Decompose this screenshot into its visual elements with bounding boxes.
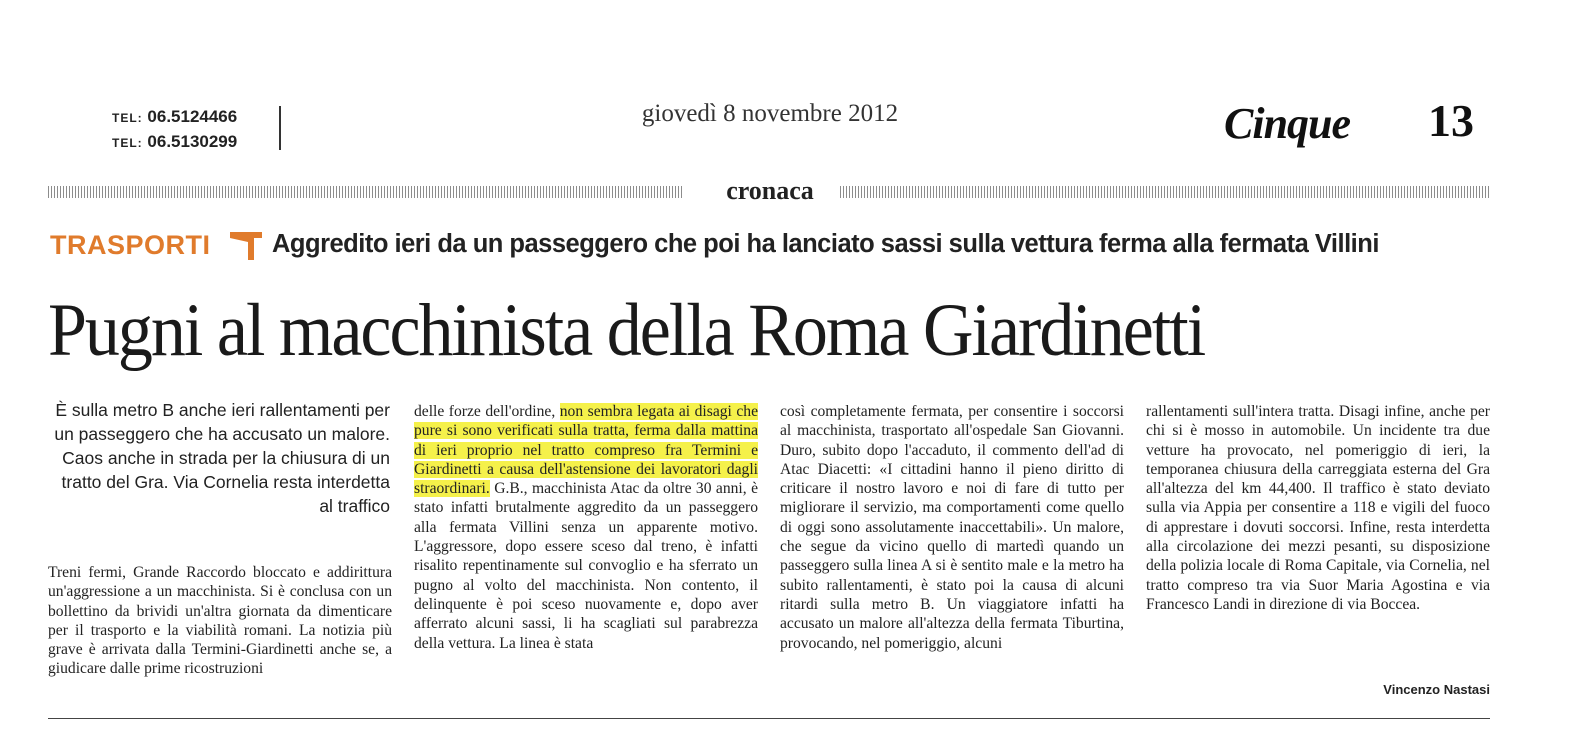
article-column-2 bbox=[414, 402, 758, 653]
phone-line-1: TEL: 06.5124466 bbox=[112, 107, 238, 126]
article-column-3: così completamente fermata, per consentire i soccorsi al macchinista, trasportato all'ospedale San Giovanni. Duro, subito dopo l'accaduto, il commento dell'ad di Atac Diacetti: «I cittadini hanno il pieno diritto di criticare il nostro lavoro e noi di fare di tutto per migliorare il servizio, ma comportamenti come quello di oggi sono assolutamente inaccettabili». Un malore, che segue da vicino quello di martedì quando un passeggero sulla linea A si è sentito male e la metro ha subito rallentamenti, è stato poi la causa di alcuni ritardi sulla metro B. Un viaggiatore infatti ha accusato un malore all'altezza della fermata Tiburtina, provocando, nel pomeriggio, alcuni bbox=[780, 403, 1124, 652]
section-title: cronaca bbox=[726, 176, 814, 205]
kicker-arrow-icon bbox=[230, 232, 262, 260]
kicker-tag: TRASPORTI bbox=[50, 230, 211, 260]
phone-divider bbox=[279, 106, 281, 150]
column-2-rest: G.B., macchinista Atac da oltre 30 anni, è stato infatti brutalmente aggredito da un passeggero alla fermata Villini senza un apparente motivo. L'aggressore, dopo essere sceso dal treno, è infatti risalito repentinamente sul convoglio e ha sferrato un pugno al volto del macchinista. Non contento, il delinquente è poi sceso nuovamente e, dopo aver afferrato alcuni sassi, li ha scagliati sul parabrezza della vettura. La linea è stata bbox=[414, 480, 758, 652]
issue-date: giovedì 8 novembre 2012 bbox=[641, 100, 899, 127]
phone-number-2: 06.5130299 bbox=[147, 132, 238, 151]
section-rule-right bbox=[840, 186, 1490, 198]
article-column-1: Treni fermi, Grande Raccordo bloccato e addirittura un'aggressione a un macchinista. Si è conclusa con un bollettino da brividi un'altra giornata da dimenticare per il trasporto e la viabilità romani. La notizia più grave è arrivata dalla Termini-Giardinetti anche se, a giudicare dalle prime ricostruzioni bbox=[48, 564, 392, 678]
bottom-rule bbox=[48, 718, 1490, 719]
phone-line-2: TEL: 06.5130299 bbox=[112, 132, 238, 151]
phone-numbers bbox=[112, 105, 237, 155]
column-2-intro: delle forze dell'ordine, bbox=[414, 403, 560, 420]
headline: Pugni al macchinista della Roma Giardinetti bbox=[48, 289, 1205, 373]
author-byline: Vincenzo Nastasi bbox=[1383, 682, 1490, 697]
page-number: 13 bbox=[1428, 95, 1474, 146]
newspaper-logo: Cinque bbox=[1224, 99, 1351, 148]
kicker-subtitle: Aggredito ieri da un passeggero che poi ha lanciato sassi sulla vettura ferma alla fermata Villini bbox=[272, 230, 1379, 258]
phone-number-1: 06.5124466 bbox=[147, 107, 238, 126]
section-rule-left bbox=[48, 186, 684, 198]
highlighted-passage: non sembra legata ai disagi che pure si sono verificati sulla tratta, ferma dalla mattina di ieri proprio nel tratto compreso fra Termini e Giardinetti a causa dell'astensione dei lavoratori dagli straordinari. bbox=[414, 403, 759, 498]
article-summary: È sulla metro B anche ieri rallentamenti per un passeggero che ha accusato un malore. Caos anche in strada per la chiusura di un tratto del Gra. Via Cornelia resta interdetta al traffico bbox=[54, 400, 390, 516]
article-column-4: rallentamenti sull'intera tratta. Disagi infine, anche per chi si è mosso in automobile. Un incidente tra due vetture ha provocato, nel pomeriggio di ieri, la temporanea chiusura della carreggiata esterna del Gra all'altezza del km 44,400. Il traffico è stato deviato sulla via Appia per consentire a 118 e vigili del fuoco di apprestare i dovuti soccorsi. Infine, resta interdetta alla circolazione dei mezzi pesanti, su disposizione della polizia locale di Roma Capitale, via Cornelia, nel tratto compreso tra via Suor Maria Agostina e via Francesco Landi in direzione di via Boccea. bbox=[1146, 403, 1490, 613]
